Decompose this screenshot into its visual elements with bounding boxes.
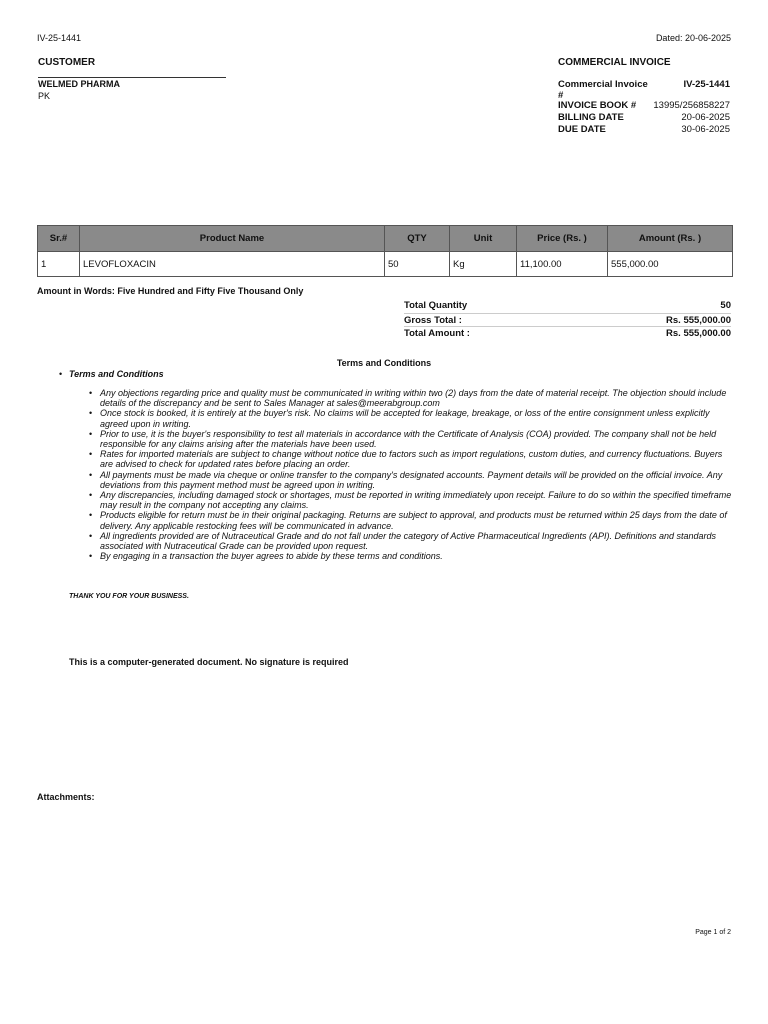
terms-title: Terms and Conditions [336, 358, 432, 368]
invoice-number-value: IV-25-1441 [683, 79, 730, 90]
total-amount-value: Rs. 555,000.00 [666, 328, 731, 339]
cell-product: LEVOFLOXACIN [80, 252, 385, 277]
cell-price: 11,100.00 [517, 252, 608, 277]
due-date-value: 30-06-2025 [681, 124, 730, 135]
total-quantity-value: 50 [720, 300, 731, 311]
term-text: Any objections regarding price and quality must be communicated in writing within two (2) days from the date of material receipt. The objection should include details of the discrepancy and be sent to Sales Manager at sales@meerabgroup.com [100, 388, 727, 409]
term-text: Any discrepancies, including damaged stock or shortages, must be reported in writing immediately upon receipt. Failure to do so within the specified timeframe may result in the company not accepting any claims. [100, 490, 732, 511]
bullet-icon: • [89, 408, 93, 419]
invoice-date: Dated: 20-06-2025 [655, 33, 731, 43]
cell-serial: 1 [38, 252, 80, 277]
amount-in-words: Amount in Words: Five Hundred and Fifty Five Thousand Only [37, 286, 304, 296]
customer-divider [38, 77, 226, 78]
list-item [89, 449, 732, 470]
list-item [89, 408, 732, 429]
list-item [89, 530, 732, 552]
column-header-qty: QTY [385, 226, 450, 252]
cell-amount: 555,000.00 [608, 252, 733, 277]
cell-qty: 50 [385, 252, 450, 277]
billing-date-value: 20-06-2025 [681, 112, 730, 123]
term-text: Prior to use, it is the buyer's responsibility to test all materials in accordance with the Certificate of Analysis (COA) provided. The company shall not be held responsible for any claims arising after the materials have been used. [100, 428, 717, 450]
customer-country: PK [38, 91, 51, 101]
list-item [89, 551, 732, 562]
invoice-book-label: INVOICE BOOK # [558, 100, 637, 111]
page-number: Page 1 of 2 [695, 929, 731, 936]
list-item [89, 469, 732, 490]
attachments-label: Attachments: [37, 792, 95, 802]
bullet-icon: • [59, 369, 63, 379]
term-text: By engaging in a transaction the buyer agrees to abide by these terms and conditions. [100, 551, 443, 562]
billing-date-label: BILLING DATE [558, 112, 624, 123]
term-text: All payments must be made via cheque or online transfer to the company's designated accounts. Payment details will be provided on the official invoice. Any deviations from this payment method must be agreed upon in writing. [100, 469, 723, 490]
total-quantity-label: Total Quantity [404, 300, 468, 311]
due-date-label: DUE DATE [558, 124, 606, 135]
computer-generated-note: This is a computer-generated document. No signature is required [69, 657, 349, 667]
terms-subheading: Terms and Conditions [69, 369, 164, 379]
term-text: Once stock is booked, it is entirely at the buyer's risk. No claims will be accepted for leakage, breakage, or loss of the entire consignment unless explicitly agreed upon in writing. [100, 408, 710, 429]
list-item [89, 490, 732, 511]
list-item [89, 510, 732, 531]
invoice-number-label: Commercial Invoice # [558, 79, 648, 101]
column-header-amount: Amount (Rs. ) [608, 226, 733, 252]
bullet-icon: • [89, 449, 93, 460]
invoice-reference: IV-25-1441 [37, 33, 82, 43]
total-quantity-row [404, 300, 731, 312]
bullet-icon: • [89, 551, 93, 562]
column-header-product: Product Name [80, 226, 385, 252]
table-row [38, 252, 733, 277]
term-text: Rates for imported materials are subject to change without notice due to factors such as import regulations, custom duties, and currency fluctuations. Buyers are advised to check for updated rates before placing an order. [100, 449, 723, 470]
bullet-icon: • [89, 388, 93, 398]
table-header-row [38, 226, 733, 252]
line-items-table [37, 225, 733, 277]
total-amount-row [404, 326, 731, 340]
invoice-book-value: 13995/256858227 [653, 100, 730, 111]
gross-total-value: Rs. 555,000.00 [666, 315, 731, 326]
column-header-price: Price (Rs. ) [517, 226, 608, 252]
customer-heading: CUSTOMER [38, 57, 96, 68]
term-text: Products eligible for return must be in their original packaging. Returns are subject to approval, and products must be returned within 25 days from the date of delivery. Any applicable restocking fees will be communicated in advance. [100, 510, 727, 531]
cell-unit: Kg [450, 252, 517, 277]
column-header-serial: Sr.# [38, 226, 80, 252]
terms-list [89, 388, 732, 562]
column-header-unit: Unit [450, 226, 517, 252]
total-amount-label: Total Amount : [404, 328, 470, 339]
gross-total-label: Gross Total : [404, 315, 462, 326]
bullet-icon: • [89, 510, 93, 521]
list-item [89, 388, 732, 409]
thank-you-note: THANK YOU FOR YOUR BUSINESS. [69, 593, 189, 600]
bullet-icon: • [89, 428, 93, 439]
bullet-icon: • [89, 490, 93, 501]
list-item [89, 428, 732, 450]
customer-name: WELMED PHARMA [38, 79, 120, 89]
bullet-icon: • [89, 469, 93, 480]
term-text: All ingredients provided are of Nutraceutical Grade and do not fall under the category of Active Pharmaceutical Ingredients (API). Definitions and standards associated with Nutraceutical Grade can be provided upon request. [100, 530, 717, 552]
gross-total-row [404, 313, 731, 327]
bullet-icon: • [89, 530, 93, 541]
invoice-heading: COMMERCIAL INVOICE [558, 57, 671, 68]
